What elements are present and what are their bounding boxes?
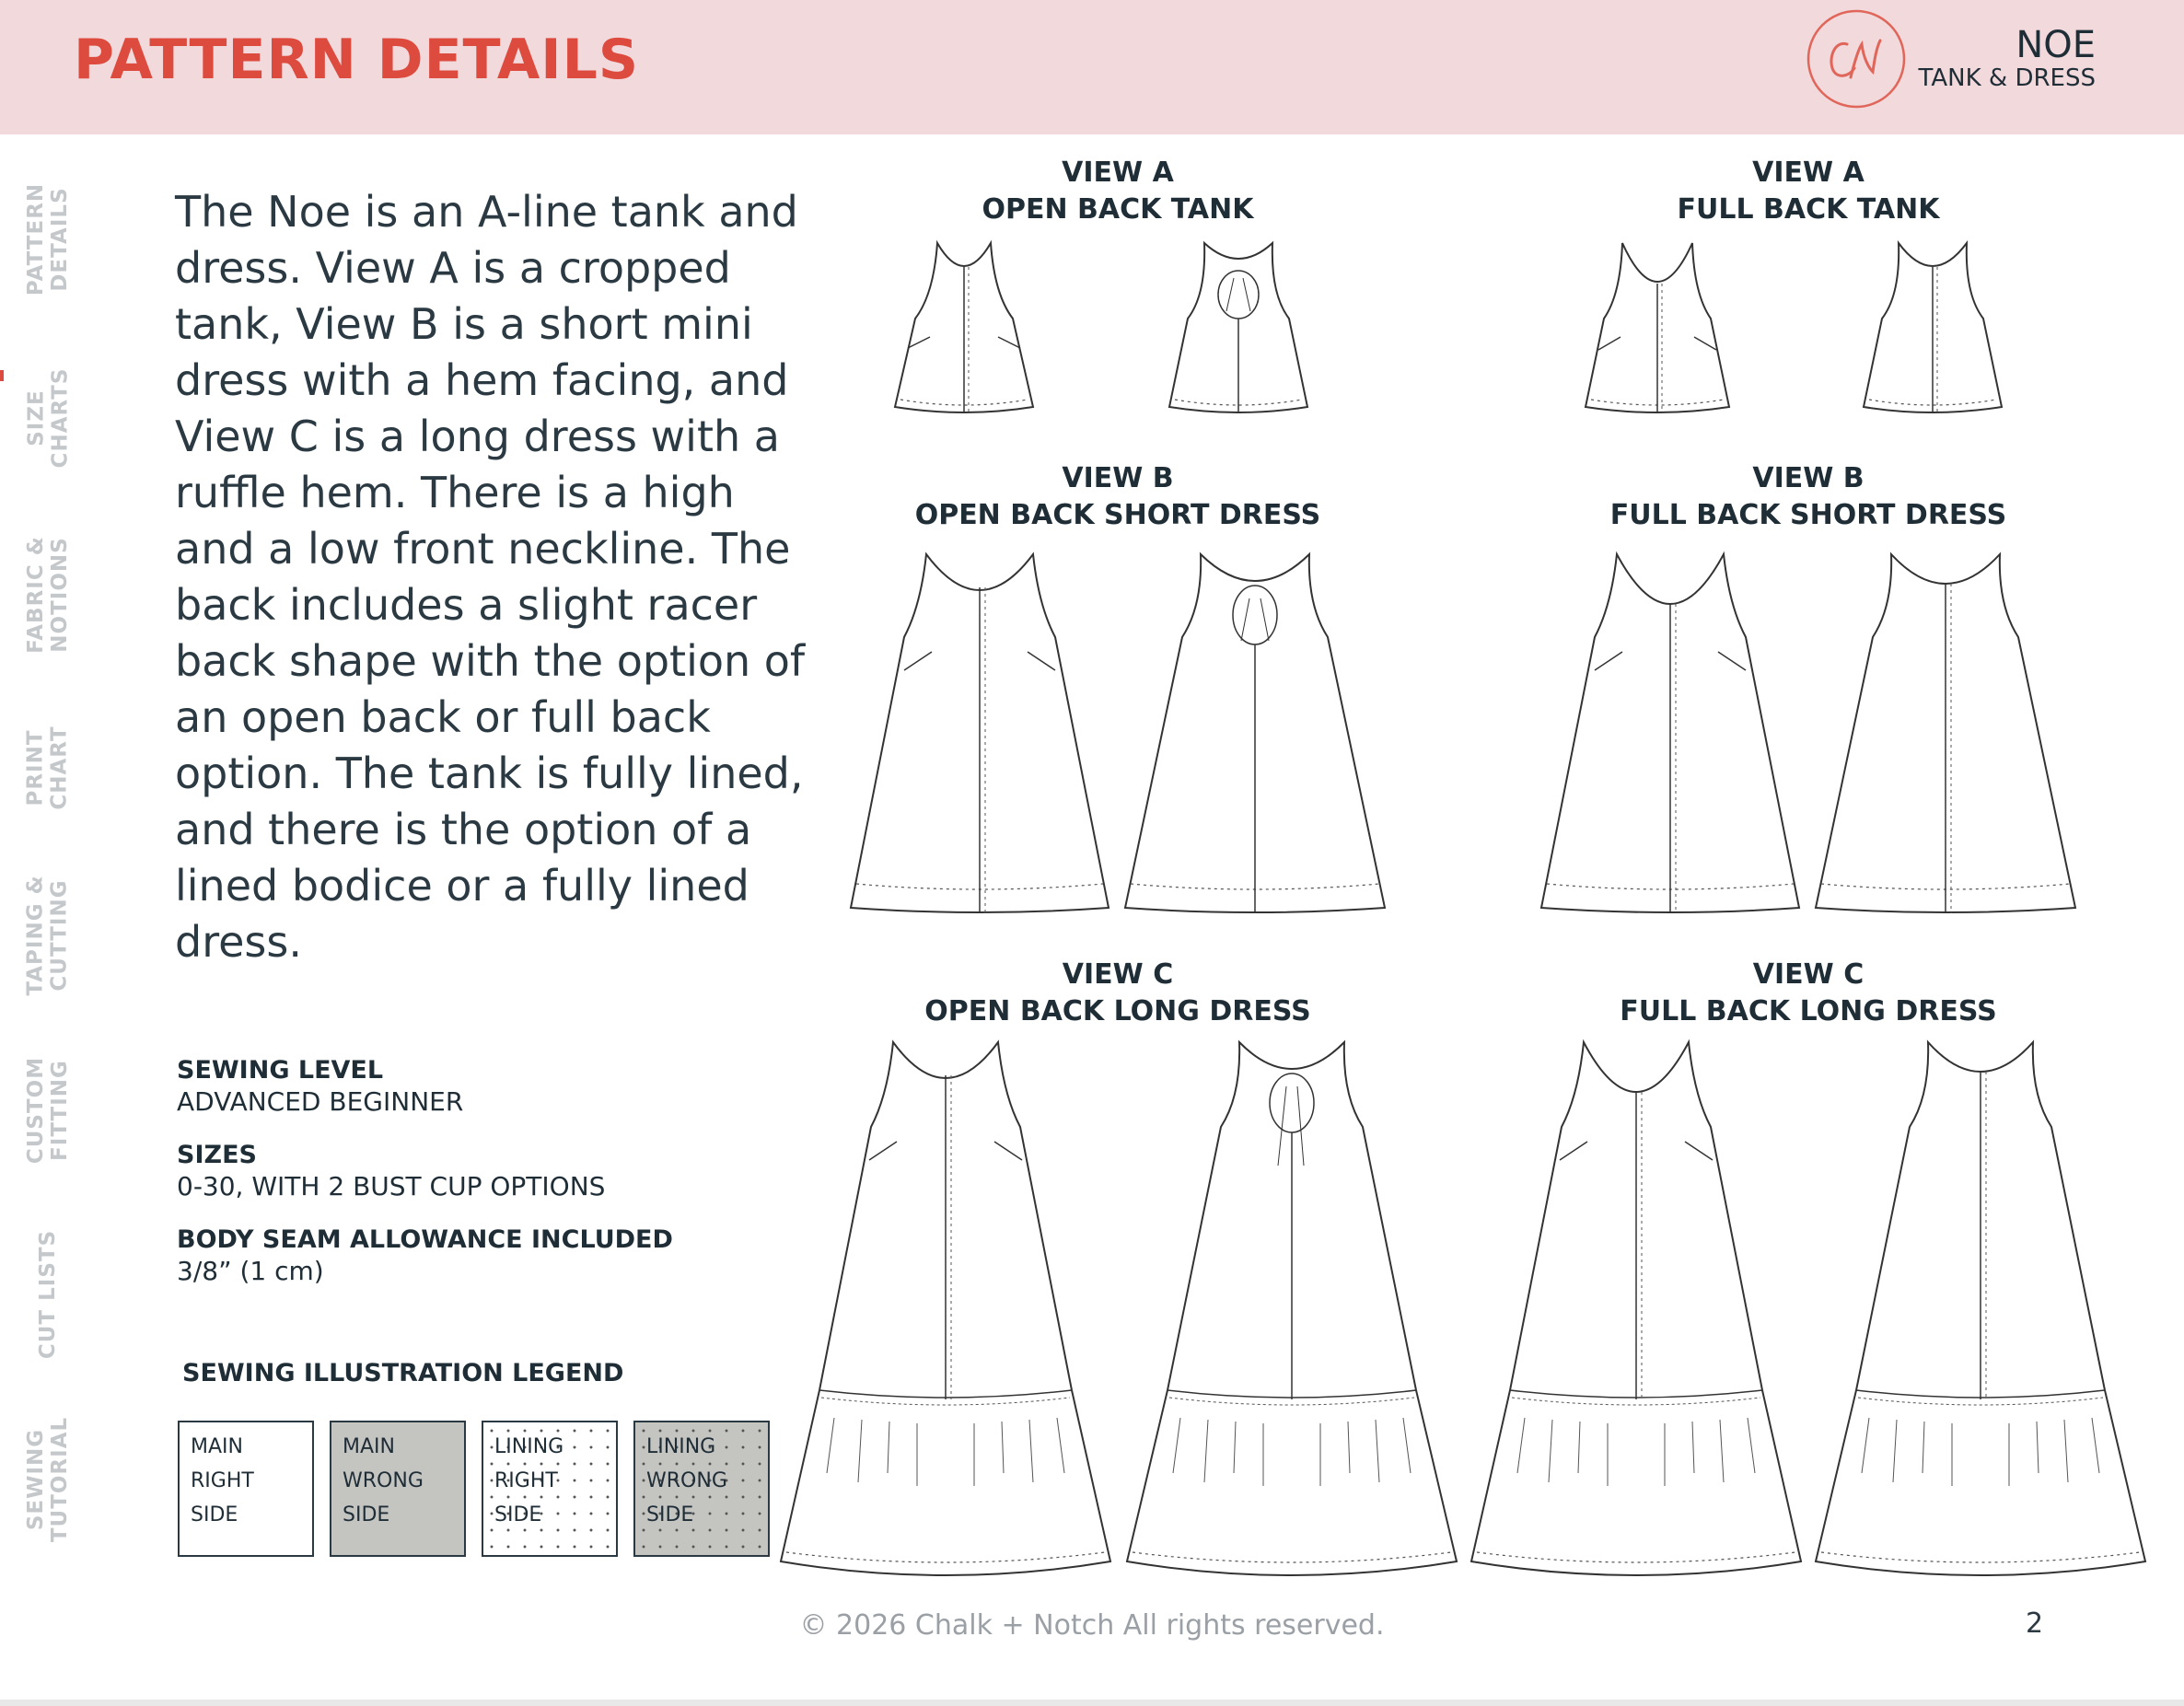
legend-text: MAIN — [191, 1435, 243, 1458]
sizes-label: SIZES — [177, 1141, 257, 1169]
view-label: VIEW B — [1752, 462, 1865, 494]
legend-text: SIDE — [494, 1503, 542, 1526]
view-c-full-back-sketch — [1814, 1040, 2147, 1584]
view-name: OPEN BACK SHORT DRESS — [914, 499, 1321, 531]
nav-item-size-charts[interactable] — [11, 363, 85, 473]
pattern-description: The Noe is an A-line tank and dress. View A is a cropped tank, View B is a short mini dress with a hem facing, and View C is a long dress with a ruffle hem. There is a high and a low front neckline. The back includes a slight racer back shape with the option of an open back or full back option. The tank is fully lined, and there is the option of a lined bodice or a fully lined dress. — [175, 187, 806, 967]
legend-text: RIGHT — [191, 1469, 254, 1492]
legend-text: SIDE — [191, 1503, 238, 1526]
brand-name: NOE — [2016, 24, 2096, 66]
bottom-divider — [0, 1700, 2184, 1706]
legend-text: WRONG — [343, 1469, 424, 1492]
active-nav-indicator — [0, 370, 4, 381]
legend-lining-right-side — [482, 1421, 618, 1557]
view-name: FULL BACK SHORT DRESS — [1609, 499, 2007, 531]
nav-item-custom-fitting[interactable] — [11, 1046, 85, 1175]
view-b-open-back-sketch — [1123, 552, 1387, 913]
page-header — [0, 0, 2184, 134]
nav-label: TUTORIAL — [48, 1416, 72, 1543]
view-name: OPEN BACK LONG DRESS — [924, 995, 1311, 1027]
view-b-full-front-sketch — [1539, 552, 1801, 913]
nav-label: PATTERN — [24, 182, 48, 296]
nav-label: CUT LISTS — [36, 1229, 61, 1360]
seam-allowance-label: BODY SEAM ALLOWANCE INCLUDED — [177, 1225, 673, 1254]
nav-label: TAPING & — [24, 875, 48, 996]
side-navigation — [0, 134, 92, 1571]
nav-label: SIZE — [24, 389, 48, 447]
sewing-level-label: SEWING LEVEL — [177, 1056, 384, 1085]
nav-item-cut-lists[interactable] — [11, 1230, 85, 1359]
view-c-full-front-sketch — [1470, 1040, 1803, 1584]
nav-item-print-chart[interactable] — [11, 713, 85, 823]
legend-text: SIDE — [343, 1503, 390, 1526]
seam-allowance-value: 3/8” (1 cm) — [177, 1256, 324, 1286]
copyright-footer: © 2026 Chalk + Notch All rights reserved. — [799, 1609, 1385, 1642]
view-b-full-title — [1523, 460, 2094, 534]
legend-main-right-side — [178, 1421, 314, 1557]
legend-text: LINING — [494, 1435, 564, 1458]
view-c-open-title — [832, 957, 1403, 1030]
sewing-level-value: ADVANCED BEGINNER — [177, 1086, 464, 1117]
page-title: PATTERN DETAILS — [74, 28, 640, 92]
view-c-full-title — [1523, 957, 2094, 1030]
legend-lining-wrong-side — [633, 1421, 770, 1557]
nav-label: CHARTS — [48, 367, 72, 469]
view-a-open-back-sketch — [1168, 241, 1309, 416]
view-label: VIEW A — [1062, 157, 1174, 189]
nav-item-taping-cutting[interactable] — [11, 871, 85, 1000]
view-b-full-back-sketch — [1814, 552, 2077, 913]
legend-text: MAIN — [343, 1435, 395, 1458]
nav-label: FABRIC & — [24, 536, 48, 654]
pattern-specs — [177, 1055, 821, 1309]
sizes-value: 0-30, WITH 2 BUST CUP OPTIONS — [177, 1171, 606, 1201]
nav-label: SEWING — [24, 1428, 48, 1531]
view-c-open-back-sketch — [1125, 1040, 1458, 1584]
legend-text: RIGHT — [494, 1469, 558, 1492]
view-a-full-back-sketch — [1862, 241, 2004, 416]
page-number: 2 — [2026, 1607, 2044, 1640]
view-name: FULL BACK LONG DRESS — [1620, 995, 1997, 1027]
nav-item-fabric-notions[interactable] — [11, 530, 85, 659]
view-c-open-front-sketch — [779, 1040, 1112, 1584]
brand-subtitle: TANK & DRESS — [1918, 64, 2096, 92]
nav-label: FITTING — [48, 1060, 72, 1161]
view-a-open-front-sketch — [893, 241, 1035, 416]
legend-main-wrong-side — [330, 1421, 466, 1557]
nav-item-sewing-tutorial[interactable] — [11, 1410, 85, 1549]
view-label: VIEW C — [1752, 958, 1865, 991]
view-a-full-front-sketch — [1584, 241, 1731, 416]
legend-title: SEWING ILLUSTRATION LEGEND — [182, 1359, 624, 1387]
nav-label: NOTIONS — [48, 537, 72, 653]
nav-label: CUTTING — [48, 879, 72, 992]
view-b-open-title — [832, 460, 1403, 534]
chalk-notch-monogram-icon — [1805, 7, 1908, 110]
nav-label: DETAILS — [48, 187, 72, 292]
view-label: VIEW B — [1062, 462, 1174, 494]
view-label: VIEW C — [1062, 958, 1174, 991]
view-label: VIEW A — [1752, 157, 1865, 189]
nav-label: PRINT — [24, 729, 49, 807]
view-a-open-title — [832, 155, 1403, 228]
nav-label: CUSTOM — [24, 1056, 48, 1165]
nav-item-pattern-details[interactable] — [11, 184, 85, 295]
legend-text: LINING — [646, 1435, 716, 1458]
legend-text: WRONG — [646, 1469, 727, 1492]
view-name: OPEN BACK TANK — [982, 193, 1254, 226]
view-b-open-front-sketch — [849, 552, 1110, 913]
legend-text: SIDE — [646, 1503, 694, 1526]
view-name: FULL BACK TANK — [1677, 193, 1940, 226]
view-a-full-title — [1523, 155, 2094, 228]
nav-label: CHART — [48, 725, 73, 810]
